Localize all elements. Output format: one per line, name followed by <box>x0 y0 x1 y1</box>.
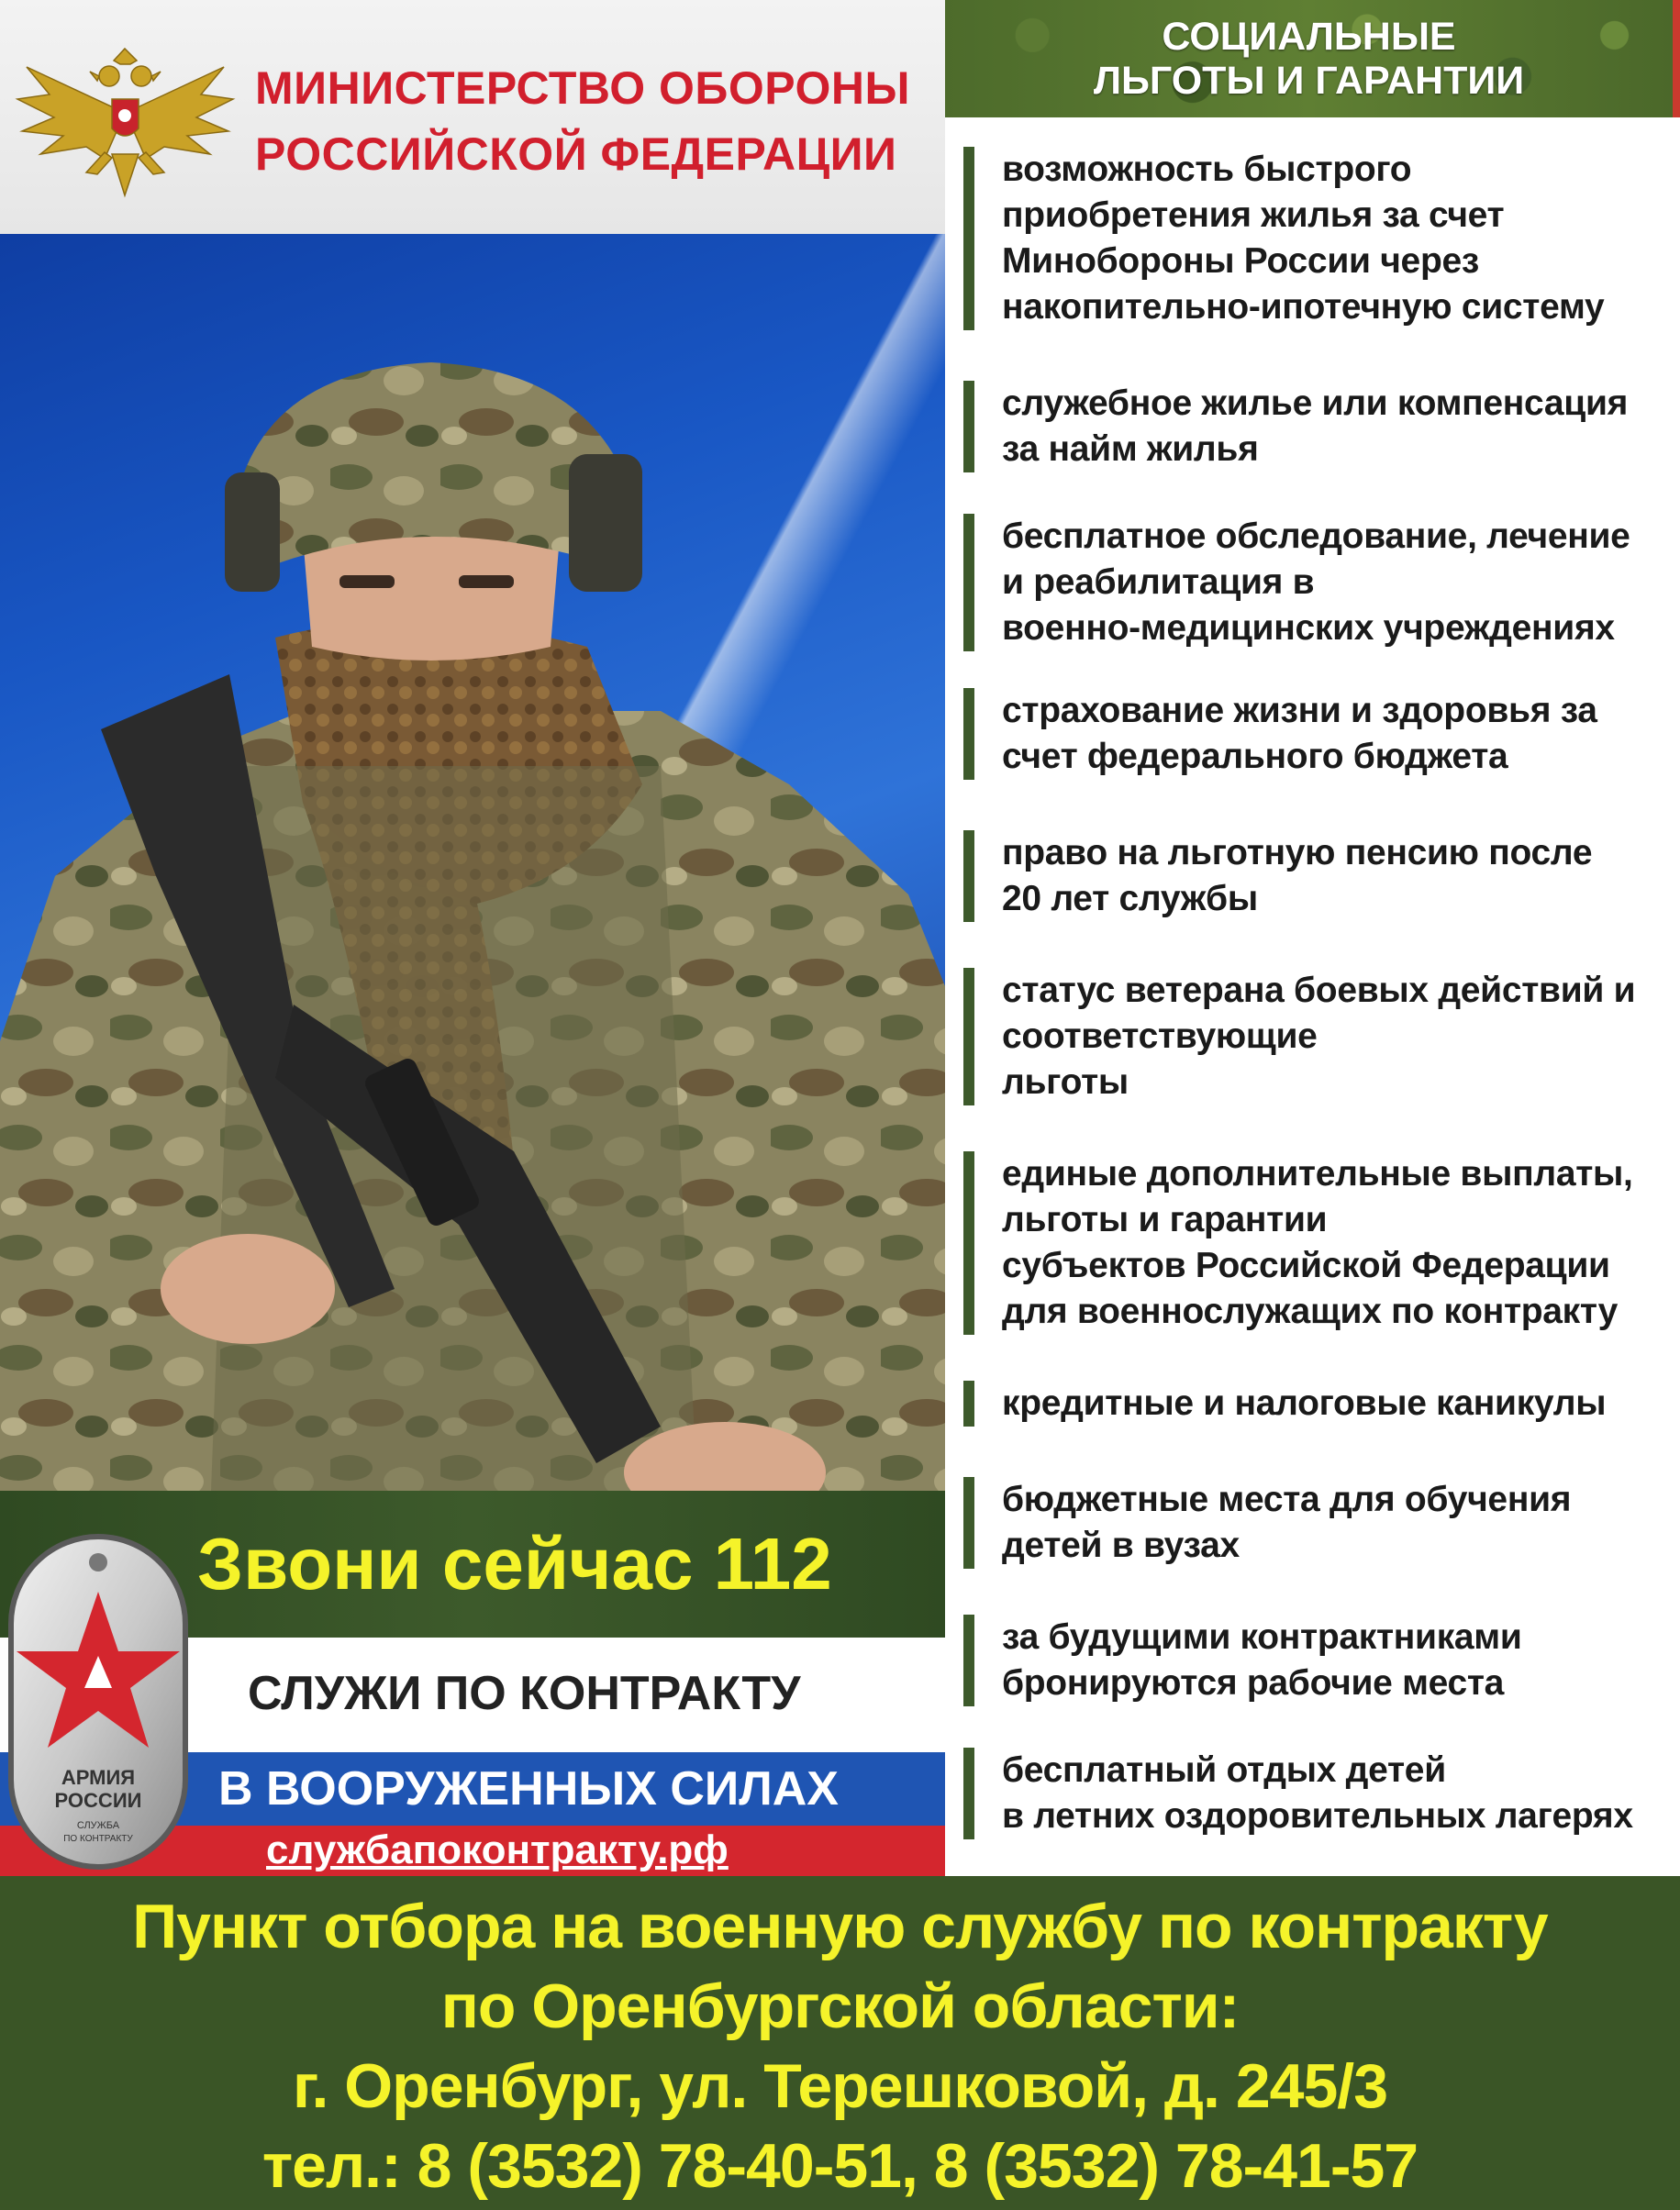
dogtag-brand-line2: РОССИИ <box>54 1789 142 1812</box>
benefit-text-line: кредитные и налоговые каникулы <box>1002 1383 1607 1423</box>
benefit-text-line: накопительно-ипотечную систему <box>1002 287 1605 327</box>
ministry-header <box>0 0 945 234</box>
footer-line2: по Оренбургской области: <box>440 1971 1240 2041</box>
call-now-text: Звони сейчас 112 <box>197 1523 832 1605</box>
benefit-text-line: льготы и гарантии <box>1002 1200 1328 1239</box>
benefit-item <box>945 514 1680 651</box>
ministry-title-line2: РОССИЙСКОЙ ФЕДЕРАЦИИ <box>255 128 897 180</box>
benefit-item <box>945 830 1680 922</box>
benefit-item <box>945 688 1680 780</box>
benefit-text-line: право на льготную пенсию после <box>1002 833 1593 872</box>
eagle-emblem-icon <box>13 44 238 200</box>
benefits-title-line1: СОЦИАЛЬНЫЕ <box>1162 15 1456 59</box>
benefit-marker-bar <box>963 514 974 651</box>
soldier-illustration <box>0 234 945 1491</box>
benefit-text-line: детей в вузах <box>1002 1526 1240 1565</box>
benefit-item <box>945 1381 1680 1427</box>
benefit-item <box>945 381 1680 472</box>
contract-slogan-line2: В ВООРУЖЕННЫХ СИЛАХ <box>218 1762 839 1816</box>
ministry-title-line1: МИНИСТЕРСТВО ОБОРОНЫ <box>255 62 910 114</box>
benefit-marker-bar <box>963 1615 974 1706</box>
footer-address: г. Оренбург, ул. Терешковой, д. 245/3 <box>292 2051 1388 2121</box>
contract-slogan-line1: СЛУЖИ ПО КОНТРАКТУ <box>248 1667 801 1720</box>
benefit-marker-bar <box>963 147 974 330</box>
benefit-text-line: бесплатное обследование, лечение <box>1002 516 1630 556</box>
benefit-text-line: субъектов Российской Федерации <box>1002 1246 1610 1285</box>
benefit-text-line: счет федерального бюджета <box>1002 737 1508 776</box>
benefit-text-line: для военнослужащих по контракту <box>1002 1292 1619 1331</box>
benefit-marker-bar <box>963 830 974 922</box>
benefit-item <box>945 968 1680 1105</box>
benefit-item <box>945 1151 1680 1335</box>
benefit-item <box>945 1615 1680 1706</box>
dogtag-sub-line2: ПО КОНТРАКТУ <box>63 1834 133 1844</box>
benefit-marker-bar <box>963 1748 974 1839</box>
contract-site-link[interactable]: службапоконтракту.рф <box>266 1827 729 1872</box>
benefit-text <box>1002 968 1672 1105</box>
benefit-text-line: страхование жизни и здоровья за <box>1002 691 1597 730</box>
benefit-text <box>1002 1477 1672 1569</box>
benefit-marker-bar <box>963 1151 974 1335</box>
benefit-text-line: 20 лет службы <box>1002 879 1258 918</box>
benefit-text-line: бюджетные места для обучения <box>1002 1480 1572 1519</box>
dogtag-sub-line1: СЛУЖБА <box>76 1820 120 1831</box>
ministry-title <box>255 55 934 187</box>
benefit-text-line: льготы <box>1002 1062 1129 1102</box>
benefit-marker-bar <box>963 1381 974 1427</box>
footer-phones: тел.: 8 (3532) 78-40-51, 8 (3532) 78-41-57 <box>261 2131 1419 2201</box>
benefit-text-line: бесплатный отдых детей <box>1002 1750 1446 1790</box>
recruitment-footer <box>0 1876 1680 2210</box>
call-block <box>0 1491 945 1876</box>
recruitment-office-info <box>0 1887 1680 2206</box>
benefit-item <box>945 147 1680 330</box>
benefit-marker-bar <box>963 1477 974 1569</box>
benefit-text-line: статус ветерана боевых действий и <box>1002 971 1636 1010</box>
benefit-text-line: военно-медицинских учреждениях <box>1002 608 1615 648</box>
benefit-text-line: за найм жилья <box>1002 429 1259 469</box>
benefit-text <box>1002 514 1672 651</box>
benefit-marker-bar <box>963 688 974 780</box>
benefits-title <box>945 15 1673 103</box>
benefit-text-line: возможность быстрого <box>1002 150 1412 189</box>
benefit-text <box>1002 1748 1672 1839</box>
benefit-item <box>945 1477 1680 1569</box>
benefit-text <box>1002 1151 1672 1335</box>
benefit-text-line: бронируются рабочие места <box>1002 1663 1505 1703</box>
benefit-text <box>1002 1615 1672 1706</box>
benefit-text-line: служебное жилье или компенсация <box>1002 383 1629 423</box>
hero-image <box>0 234 945 1491</box>
benefit-text <box>1002 1381 1672 1427</box>
benefit-text-line: Минобороны России через <box>1002 241 1479 281</box>
benefit-text-line: в летних оздоровительных лагерях <box>1002 1796 1633 1836</box>
army-dogtag-icon <box>4 1491 192 1876</box>
benefit-marker-bar <box>963 968 974 1105</box>
benefit-text <box>1002 147 1672 330</box>
benefit-text-line: единые дополнительные выплаты, <box>1002 1154 1633 1194</box>
left-column <box>0 0 945 1876</box>
benefit-text-line: за будущими контрактниками <box>1002 1617 1522 1657</box>
benefits-title-line2: ЛЬГОТЫ И ГАРАНТИИ <box>1093 59 1525 103</box>
footer-line1: Пункт отбора на военную службу по контракту <box>132 1892 1548 1961</box>
dogtag-brand-line1: АРМИЯ <box>61 1766 136 1789</box>
benefits-column <box>945 0 1680 1876</box>
benefit-text <box>1002 830 1672 922</box>
benefit-text <box>1002 381 1672 472</box>
benefit-text-line: соответствующие <box>1002 1016 1318 1056</box>
benefit-text-line: и реабилитация в <box>1002 562 1315 602</box>
benefits-header <box>945 0 1680 117</box>
benefit-item <box>945 1748 1680 1839</box>
benefit-marker-bar <box>963 381 974 472</box>
benefit-text-line: приобретения жилья за счет <box>1002 195 1505 235</box>
benefit-text <box>1002 688 1672 780</box>
